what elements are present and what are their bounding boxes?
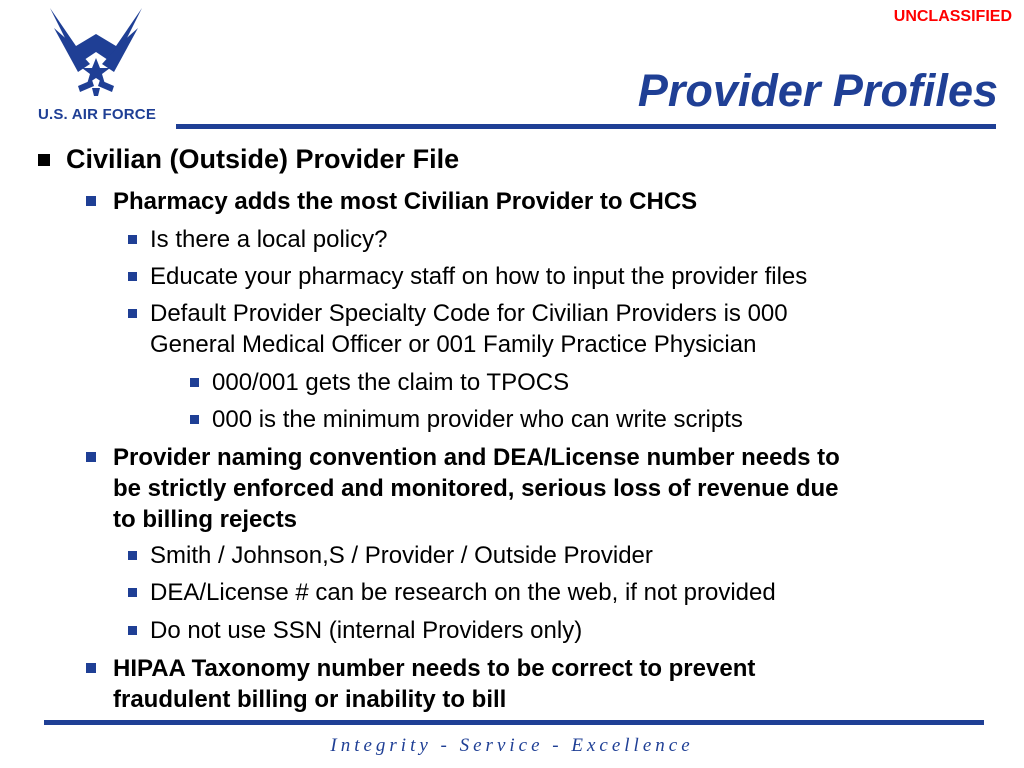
bullet-level2-hipaa-taxonomy: HIPAA Taxonomy number needs to be correct to prevent fraudulent billing or inability to bill — [86, 653, 986, 715]
bullet-level2-naming-convention: Provider naming convention and DEA/License number needs to be strictly enforced and monitored, serious loss of revenue due to billing rejects — [86, 442, 986, 535]
bullet-level4-tpocs-claim: 000/001 gets the claim to TPOCS — [190, 367, 940, 398]
bullet-level4-minimum-provider: 000 is the minimum provider who can write scripts — [190, 404, 940, 435]
bullet-level2-pharmacy-adds: Pharmacy adds the most Civilian Provider to CHCS — [86, 186, 986, 217]
square-bullet-icon — [86, 452, 96, 462]
footer-motto: Integrity - Service - Excellence — [330, 735, 694, 756]
square-bullet-icon — [38, 154, 50, 166]
square-bullet-icon — [128, 309, 137, 318]
title-divider — [176, 124, 996, 129]
bullet-level3-dea-research: DEA/License # can be research on the web, if not provided — [128, 577, 928, 608]
square-bullet-icon — [128, 272, 137, 281]
air-force-logo — [22, 6, 172, 126]
logo-text: U.S. AIR FORCE — [37, 106, 157, 123]
square-bullet-icon — [128, 235, 137, 244]
square-bullet-icon — [128, 626, 137, 635]
bullet-level3-naming-example: Smith / Johnson,S / Provider / Outside Provider — [128, 540, 928, 571]
air-force-wings-star-icon — [48, 6, 144, 98]
square-bullet-icon — [86, 663, 96, 673]
square-bullet-icon — [128, 551, 137, 560]
bullet-level3-no-ssn: Do not use SSN (internal Providers only) — [128, 615, 928, 646]
footer-divider — [44, 720, 984, 725]
page-title: Provider Profiles — [637, 65, 998, 116]
square-bullet-icon — [190, 378, 199, 387]
bullet-level1-civilian-file: Civilian (Outside) Provider File — [38, 144, 459, 175]
square-bullet-icon — [86, 196, 96, 206]
classification-banner: UNCLASSIFIED — [893, 8, 1012, 25]
square-bullet-icon — [190, 415, 199, 424]
bullet-level3-local-policy: Is there a local policy? — [128, 224, 928, 255]
bullet-level3-educate-staff: Educate your pharmacy staff on how to input the provider files — [128, 261, 928, 292]
bullet-level3-default-specialty: Default Provider Specialty Code for Civilian Providers is 000 General Medical Officer or 001 Family Practice Physician — [128, 298, 928, 360]
square-bullet-icon — [128, 588, 137, 597]
